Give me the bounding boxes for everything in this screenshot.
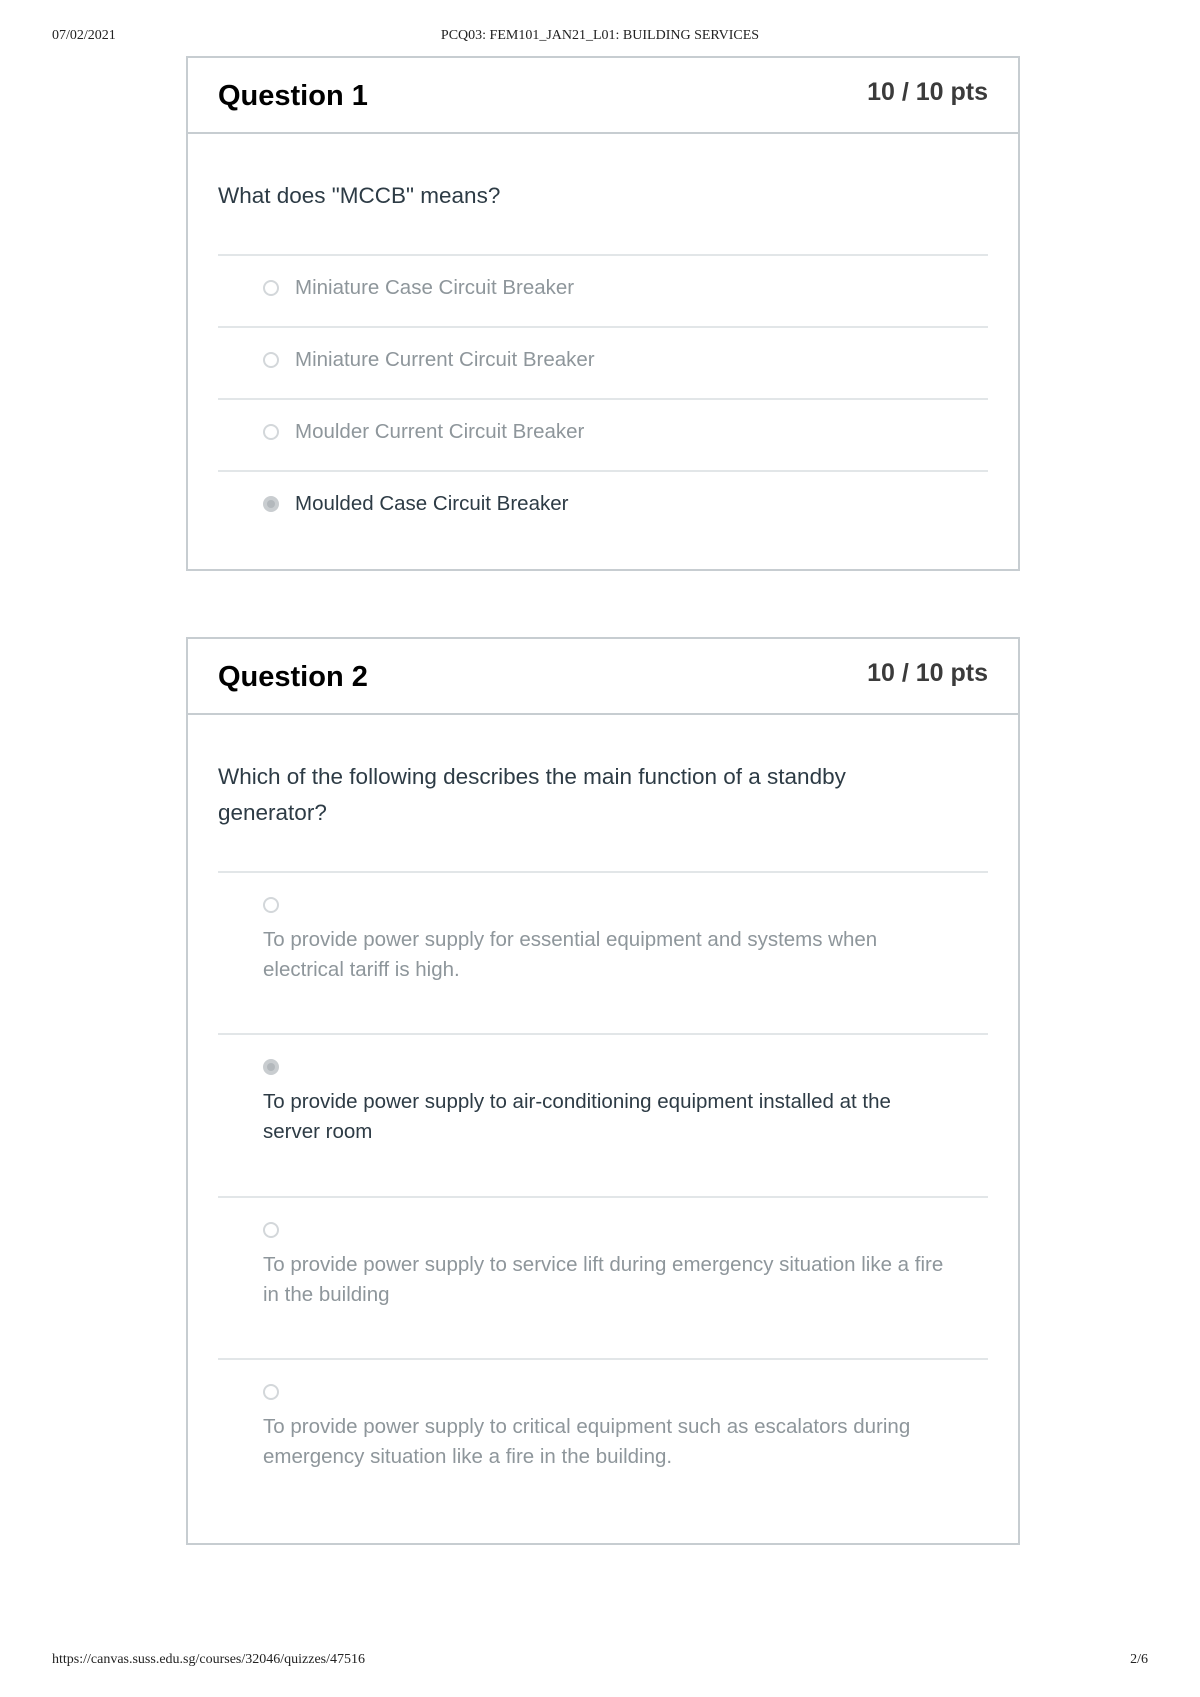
radio-button[interactable] <box>263 280 279 296</box>
print-footer <box>52 1652 1148 1672</box>
radio-button[interactable] <box>263 352 279 368</box>
answer-label: To provide power supply for essential equipment and systems when electrical tariff is high. <box>263 928 878 981</box>
answer-label: Miniature Case Circuit Breaker <box>295 276 575 299</box>
answer-option[interactable] <box>218 398 988 470</box>
answer-label: Moulded Case Circuit Breaker <box>295 492 569 515</box>
radio-button[interactable] <box>263 1384 279 1400</box>
answer-list <box>218 254 988 542</box>
question-text: Which of the following describes the main function of a standby generator? <box>218 764 846 825</box>
radio-button[interactable] <box>263 897 279 913</box>
answer-list <box>218 871 988 1520</box>
radio-button[interactable] <box>263 1222 279 1238</box>
question-body <box>188 134 1018 542</box>
answer-label: Miniature Current Circuit Breaker <box>295 348 595 371</box>
question-points: 10 / 10 pts <box>867 78 988 106</box>
print-title: PCQ03: FEM101_JAN21_L01: BUILDING SERVICES <box>440 28 760 43</box>
answer-option[interactable] <box>218 326 988 398</box>
question-points: 10 / 10 pts <box>867 659 988 687</box>
answer-label: To provide power supply to air-conditioning equipment installed at the server room <box>263 1090 891 1143</box>
question-header <box>188 58 1018 134</box>
question-text: What does "MCCB" means? <box>218 183 501 208</box>
answer-option[interactable] <box>218 254 988 326</box>
question-title: Question 2 <box>218 661 368 693</box>
answer-label: Moulder Current Circuit Breaker <box>295 420 585 443</box>
page-url: https://canvas.suss.edu.sg/courses/32046/quizzes/47516 <box>52 1652 366 1667</box>
question-card <box>186 637 1020 1545</box>
print-date: 07/02/2021 <box>52 28 116 43</box>
answer-label: To provide power supply to critical equipment such as escalators during emergency situation like a fire in the building. <box>263 1415 911 1468</box>
answer-option-selected[interactable] <box>218 1033 988 1196</box>
radio-button[interactable] <box>263 424 279 440</box>
question-header <box>188 639 1018 715</box>
answer-option[interactable] <box>218 1196 988 1358</box>
radio-button-checked[interactable] <box>263 496 279 512</box>
answer-option-selected[interactable] <box>218 470 988 542</box>
print-header <box>52 28 1148 48</box>
answer-option[interactable] <box>218 1358 988 1520</box>
answer-label: To provide power supply to service lift during emergency situation like a fire in the building <box>263 1253 944 1306</box>
question-card <box>186 56 1020 571</box>
page-number: 2/6 <box>1130 1652 1148 1667</box>
answer-option[interactable] <box>218 871 988 1033</box>
radio-button-checked[interactable] <box>263 1059 279 1075</box>
question-body <box>188 715 1018 1520</box>
question-title: Question 1 <box>218 80 368 112</box>
